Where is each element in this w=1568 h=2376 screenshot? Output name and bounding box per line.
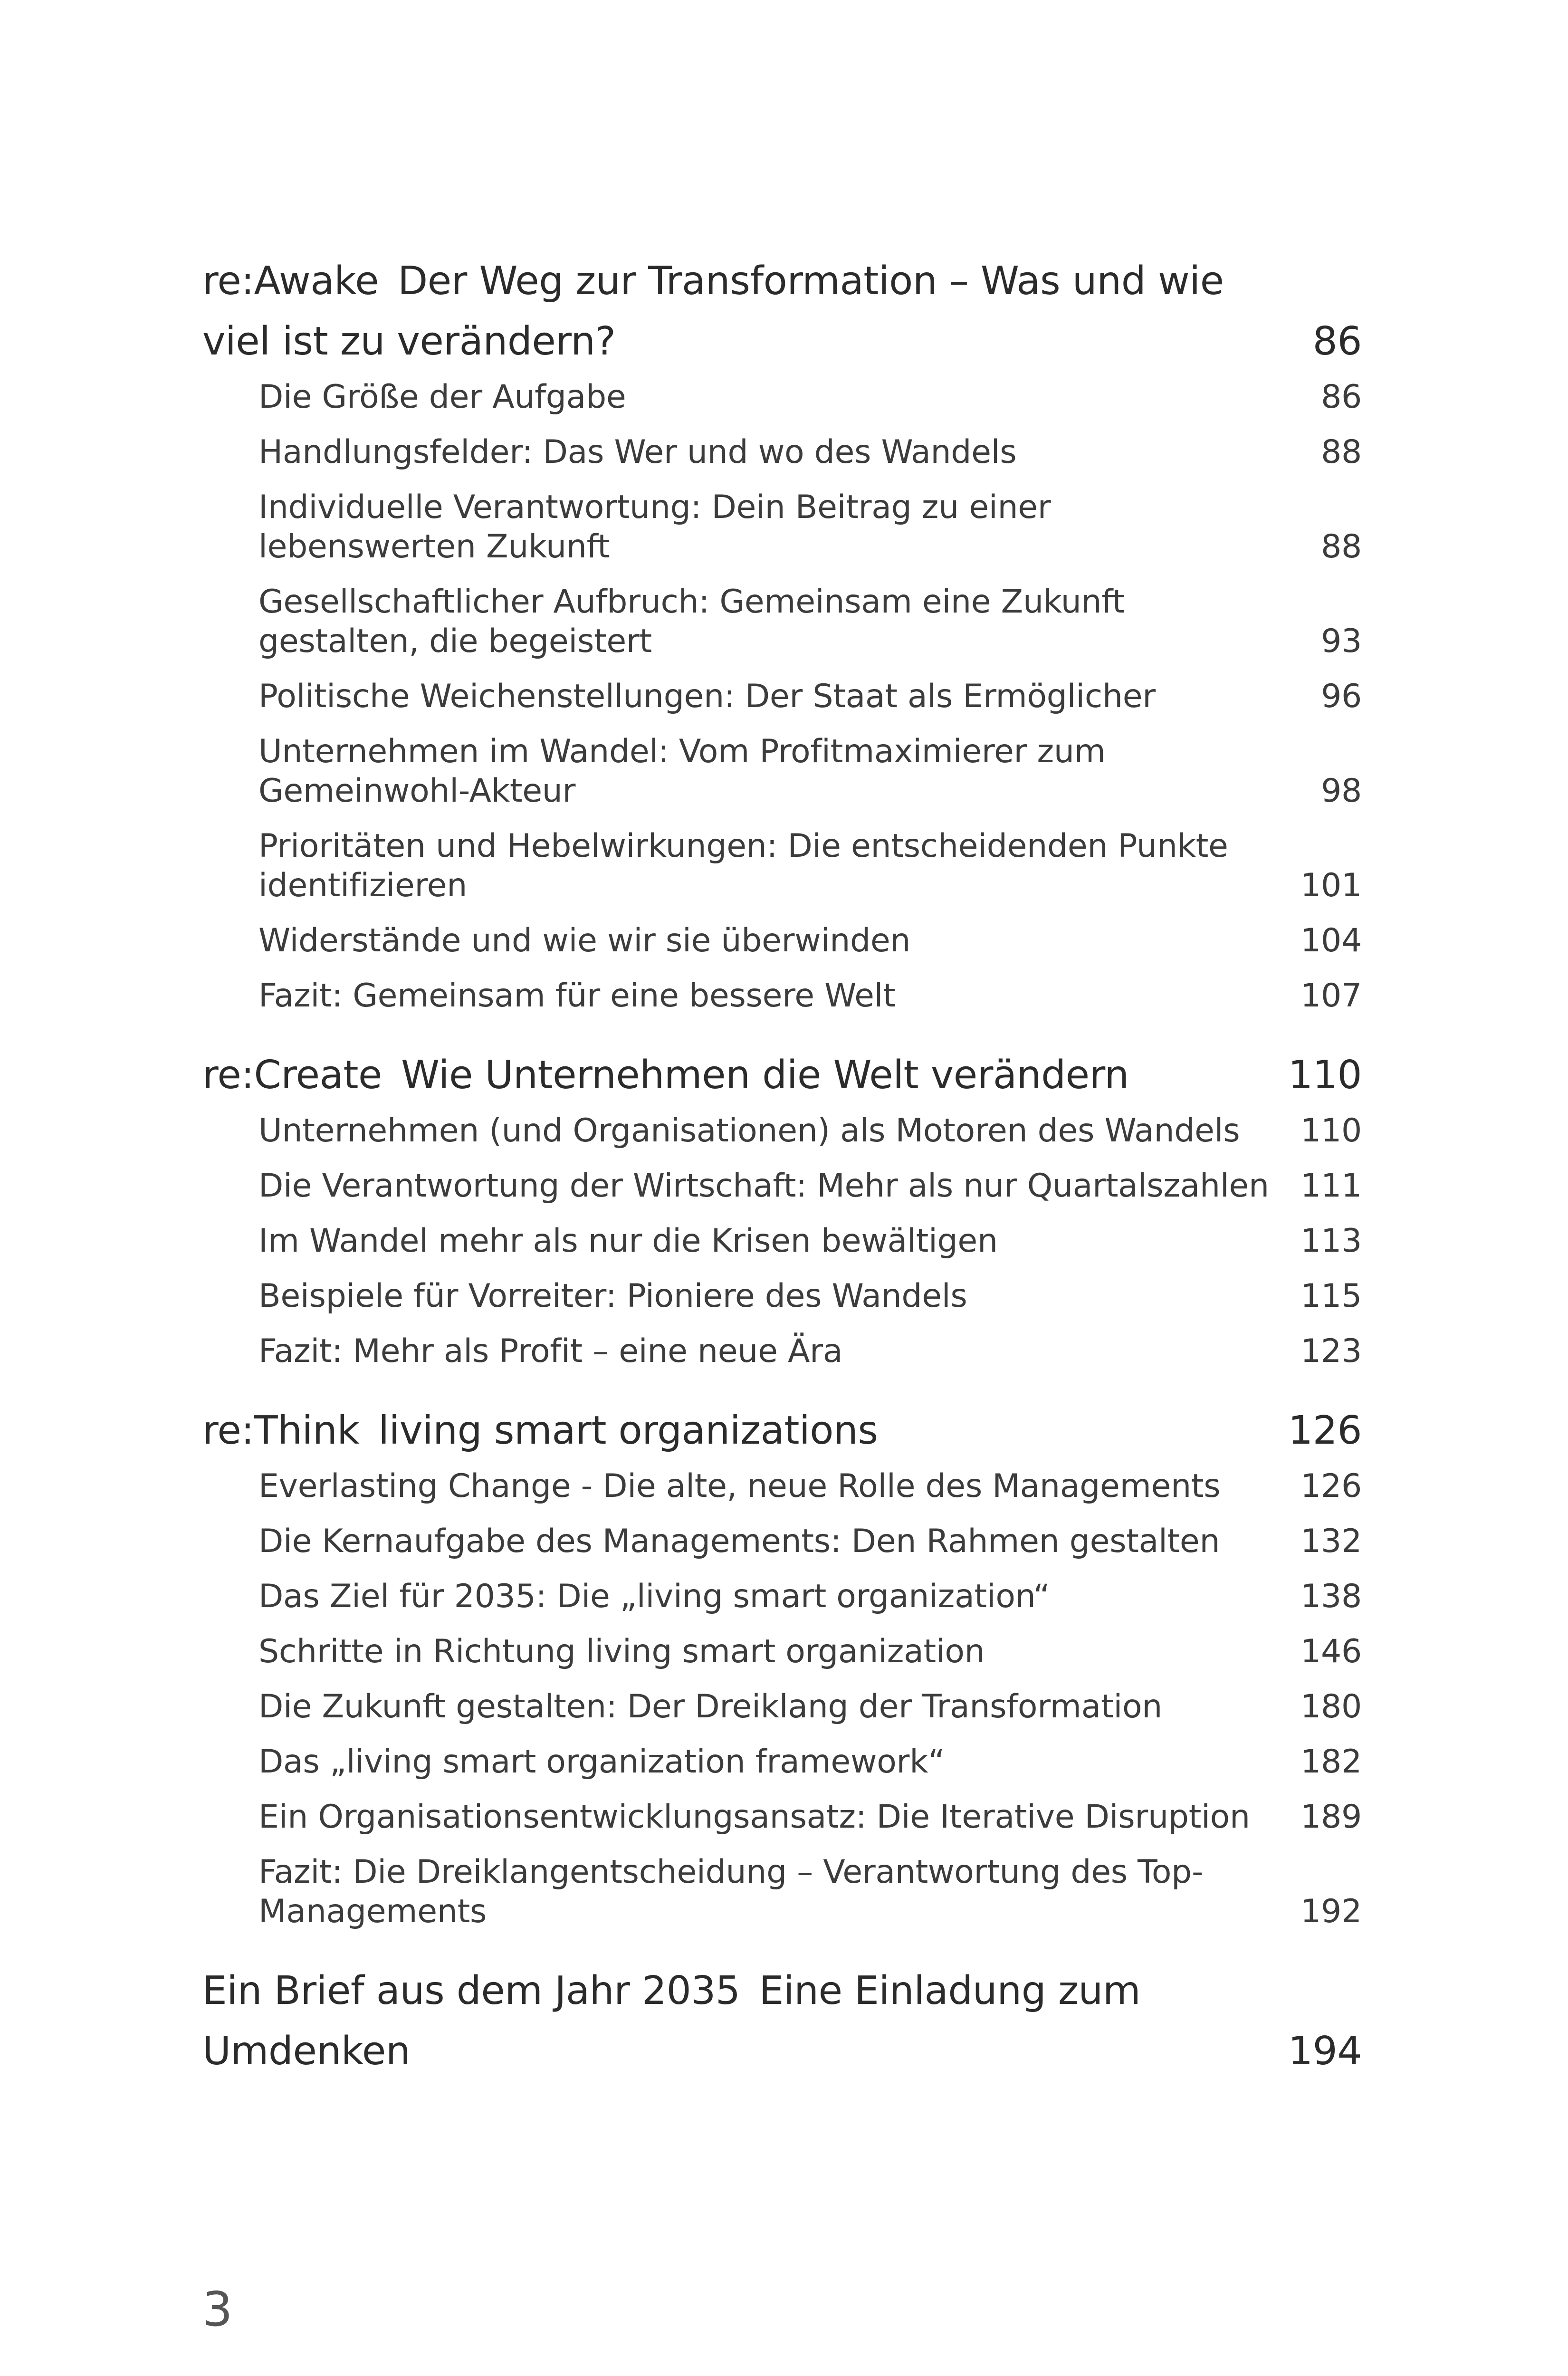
chapter-name: living smart organizations	[378, 1408, 878, 1453]
toc-entry[interactable]	[258, 826, 1362, 905]
toc-entry-page: 96	[1321, 678, 1362, 715]
chapter-heading[interactable]	[202, 1045, 1362, 1105]
toc-entry-title: Individuelle Verantwortung: Dein Beitrag zu einer lebenswerten Zukunft	[258, 489, 1051, 565]
toc-entry-title: Ein Organisationsentwicklungsansatz: Die Iterative Disruption	[258, 1798, 1250, 1836]
chapter-name: Eine Einladung zum Umdenken	[202, 1968, 1141, 2074]
toc-entry-title: Unternehmen im Wandel: Vom Profitmaximierer zum Gemeinwohl-Akteur	[258, 733, 1106, 810]
toc-entry[interactable]	[258, 1466, 1362, 1506]
chapter-page-number: 194	[1288, 2029, 1362, 2074]
chapter-heading[interactable]	[202, 1961, 1362, 2081]
chapter-re-think	[202, 1400, 1362, 1931]
chapter-title	[202, 1961, 1257, 2081]
chapter-letter-2035	[202, 1961, 1362, 2081]
toc-entry-title: Das „living smart organization framework“	[258, 1743, 945, 1781]
toc-entry[interactable]	[258, 1276, 1362, 1316]
section-list	[202, 377, 1362, 1016]
toc-entry[interactable]	[258, 976, 1362, 1016]
chapter-page-number: 86	[1312, 319, 1362, 364]
toc-entry-title: Die Kernaufgabe des Managements: Den Rahmen gestalten	[258, 1523, 1220, 1560]
section-list	[202, 1111, 1362, 1371]
toc-entry-page: 138	[1300, 1578, 1362, 1615]
toc-entry[interactable]	[258, 582, 1362, 661]
chapter-page-number: 126	[1288, 1408, 1362, 1453]
toc-entry[interactable]	[258, 1522, 1362, 1561]
toc-entry-page: 192	[1300, 1893, 1362, 1930]
toc-entry[interactable]	[258, 1632, 1362, 1671]
toc-entry[interactable]	[258, 921, 1362, 960]
toc-entry-title: Schritte in Richtung living smart organization	[258, 1633, 985, 1670]
toc-entry-title: Politische Weichenstellungen: Der Staat als Ermöglicher	[258, 678, 1156, 715]
toc-entry[interactable]	[258, 677, 1362, 716]
toc-entry-title: Die Größe der Aufgabe	[258, 378, 626, 416]
toc-entry-page: 126	[1300, 1467, 1362, 1505]
chapter-heading[interactable]	[202, 1400, 1362, 1461]
toc-entry[interactable]	[258, 1577, 1362, 1616]
toc-entry-title: Widerstände und wie wir sie überwinden	[258, 922, 911, 959]
chapter-heading[interactable]	[202, 251, 1362, 372]
chapter-title	[202, 1045, 1257, 1105]
chapter-prefix: re:Create	[202, 1053, 382, 1098]
toc-entry-title: Die Zukunft gestalten: Der Dreiklang der Transformation	[258, 1688, 1163, 1725]
toc-entry-page: 101	[1300, 867, 1362, 904]
toc-entry-title: Fazit: Die Dreiklangentscheidung – Verantwortung des Top-Managements	[258, 1853, 1204, 1930]
chapter-prefix: re:Think	[202, 1408, 360, 1453]
toc-entry[interactable]	[258, 432, 1362, 472]
toc-entry-title: Gesellschaftlicher Aufbruch: Gemeinsam eine Zukunft gestalten, die begeistert	[258, 583, 1125, 660]
toc-entry-page: 86	[1321, 378, 1362, 416]
toc-entry-page: 115	[1300, 1277, 1362, 1315]
chapter-prefix: Ein Brief aus dem Jahr 2035	[202, 1968, 740, 2013]
toc-entry[interactable]	[258, 1687, 1362, 1726]
toc-entry-title: Beispiele für Vorreiter: Pioniere des Wandels	[258, 1277, 967, 1315]
chapter-title	[202, 1400, 1257, 1461]
toc-entry[interactable]	[258, 1742, 1362, 1782]
toc-entry-page: 110	[1300, 1112, 1362, 1150]
chapter-re-create	[202, 1045, 1362, 1371]
toc-entry-page: 88	[1321, 528, 1362, 565]
chapter-prefix: re:Awake	[202, 259, 379, 304]
section-list	[202, 1466, 1362, 1931]
toc-entry[interactable]	[258, 1797, 1362, 1837]
chapter-page-number: 110	[1288, 1053, 1362, 1098]
toc-entry[interactable]	[258, 377, 1362, 417]
toc-entry-title: Im Wandel mehr als nur die Krisen bewältigen	[258, 1222, 998, 1260]
toc-entry-page: 88	[1321, 433, 1362, 471]
toc-entry-title: Die Verantwortung der Wirtschaft: Mehr als nur Quartalszahlen	[258, 1167, 1269, 1205]
chapter-name: Wie Unternehmen die Welt verändern	[401, 1053, 1129, 1098]
toc-entry[interactable]	[258, 1221, 1362, 1261]
toc-entry-page: 107	[1300, 977, 1362, 1015]
toc-entry-page: 111	[1300, 1167, 1362, 1205]
toc-entry-title: Prioritäten und Hebelwirkungen: Die entscheidenden Punkte identifizieren	[258, 827, 1228, 904]
toc-entry-title: Unternehmen (und Organisationen) als Motoren des Wandels	[258, 1112, 1240, 1150]
toc-entry-page: 98	[1321, 772, 1362, 810]
toc-entry-title: Das Ziel für 2035: Die „living smart organization“	[258, 1578, 1050, 1615]
toc-entry[interactable]	[258, 1111, 1362, 1150]
chapter-title	[202, 251, 1257, 372]
chapter-re-awake	[202, 251, 1362, 1016]
toc-entry-page: 146	[1300, 1633, 1362, 1670]
toc-entry-title: Everlasting Change - Die alte, neue Rolle des Managements	[258, 1467, 1221, 1505]
toc-entry[interactable]	[258, 1852, 1362, 1931]
toc-entry-page: 104	[1300, 922, 1362, 959]
toc-entry-title: Fazit: Gemeinsam für eine bessere Welt	[258, 977, 896, 1015]
toc-entry-page: 180	[1300, 1688, 1362, 1725]
toc-entry-title: Handlungsfelder: Das Wer und wo des Wandels	[258, 433, 1017, 471]
table-of-contents	[202, 251, 1362, 2081]
toc-entry-title: Fazit: Mehr als Profit – eine neue Ära	[258, 1332, 843, 1370]
page-number: 3	[202, 2281, 233, 2337]
toc-entry-page: 113	[1300, 1222, 1362, 1260]
toc-entry-page: 123	[1300, 1332, 1362, 1370]
toc-entry-page: 132	[1300, 1523, 1362, 1560]
toc-entry[interactable]	[258, 1332, 1362, 1371]
toc-entry[interactable]	[258, 488, 1362, 566]
toc-entry-page: 93	[1321, 623, 1362, 660]
chapter-name: Der Weg zur Transformation – Was und wie viel ist zu verändern?	[202, 259, 1224, 364]
toc-entry[interactable]	[258, 1166, 1362, 1206]
toc-entry[interactable]	[258, 732, 1362, 811]
toc-entry-page: 189	[1300, 1798, 1362, 1836]
toc-entry-page: 182	[1300, 1743, 1362, 1781]
